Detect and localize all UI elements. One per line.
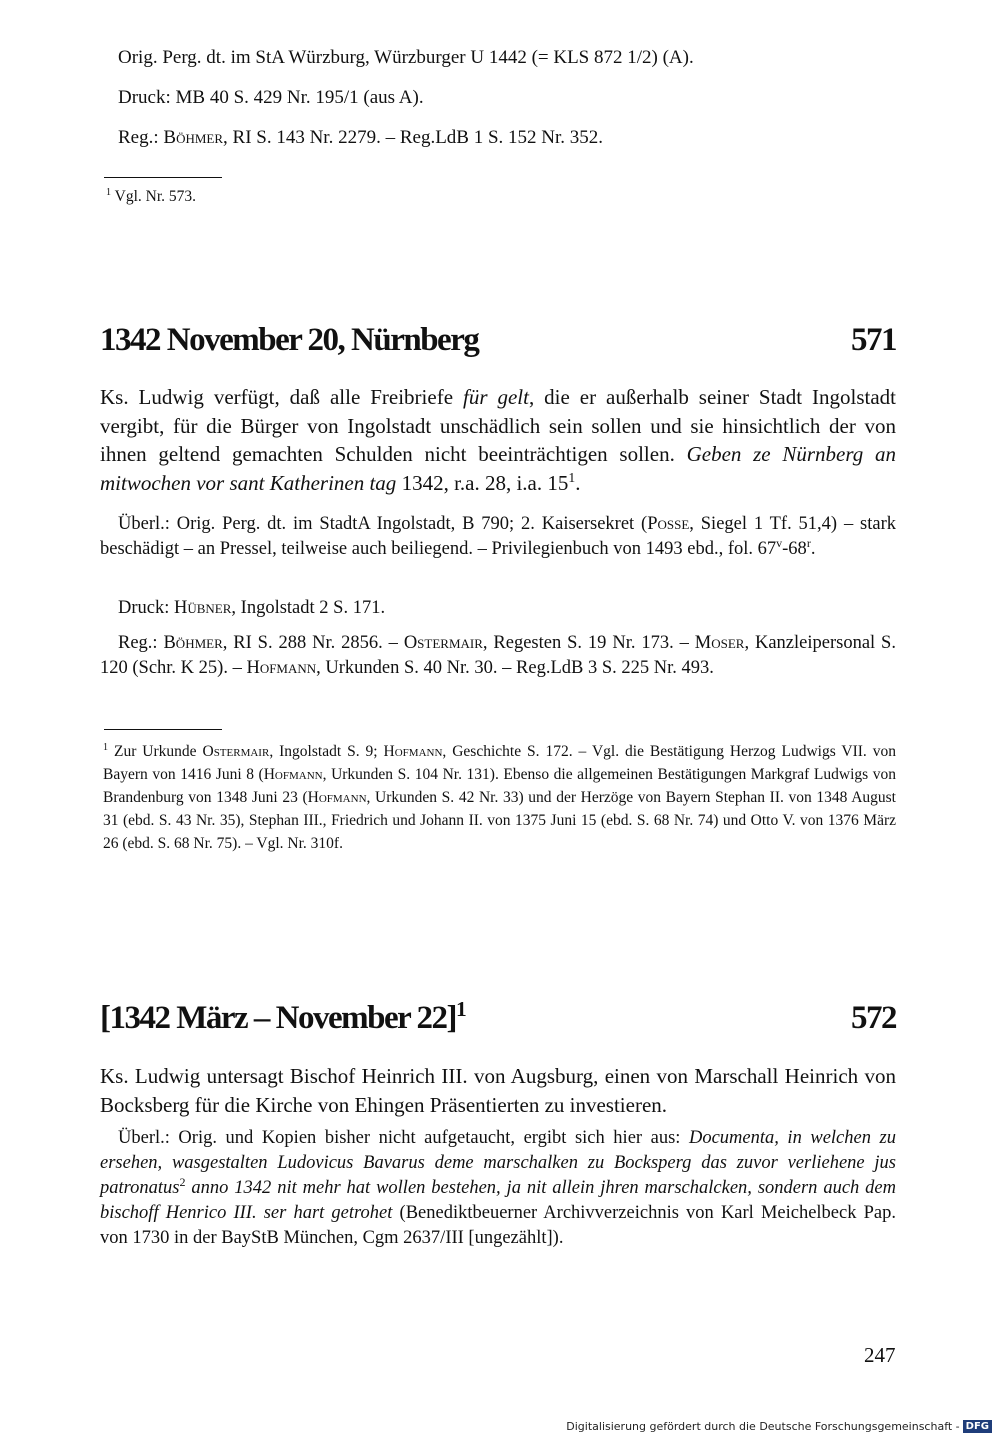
entry-heading-571	[100, 322, 896, 372]
druck-571: Druck: Hübner, Ingolstadt 2 S. 171.	[118, 598, 386, 618]
reg-line: Reg.: Böhmer, RI S. 143 Nr. 2279. – Reg.LdB 1 S. 152 Nr. 352.	[118, 127, 604, 148]
regesten-571: Reg.: Böhmer, RI S. 288 Nr. 2856. – Ostermair, Regesten S. 19 Nr. 173. – Moser, Kanzleipersonal S. 120 (Schr. K 25). – Hofmann, Urkunden S. 40 Nr. 30. – Reg.LdB 3 S. 225 Nr. 493.	[100, 633, 896, 678]
entry-summary-571: Ks. Ludwig verfügt, daß alle Freibriefe für gelt, die er außerhalb seiner Stadt Ingolstadt vergibt, für die Bürger von Ingolstadt unschädlich sein sollen und sie hinsichtlich der von ihnen geltend gemachten Schulden nicht beeinträchtigen sollen. Geben ze Nürnberg an mitwochen vor sant Katherinen tag 1342, r.a. 28, i.a. $15^1$.	[100, 385, 897, 495]
entry-date-place: 1342 November 20, Nürnberg	[100, 322, 479, 358]
dfg-credit: Digitalisierung gefördert durch die Deutsche Forschungsgemeinschaft - DFG	[566, 1420, 992, 1434]
ueberlieferung-572: Überl.: Orig. und Kopien bisher nicht aufgetaucht, ergibt sich hier aus: Documenta, in welchen zu ersehen, wasgestalten Ludovicus Bavarus deme marschalken zu Bocksperg das zuvor verliehene jus patronatus$^2$ anno 1342 nit mehr hat wollen bestehen, ja nit allein jhren marschalcken, sondern auch dem bischoff Henrico III. ser hart getrohet (Benediktbeuerner Archivverzeichnis von Karl Meichelbeck Pap. von 1730 in der BayStB München, Cgm 2637/III [ungezählt]).	[100, 1128, 896, 1248]
entry-number: 571	[851, 322, 896, 358]
entry-heading-572	[100, 997, 896, 1050]
footnote-571: $^1$ Zur Urkunde Ostermair, Ingolstadt S. 9; Hofmann, Geschichte S. 172. – Vgl. die Bestätigung Herzog Ludwigs VII. von Bayern von 1416 Juni 8 (Hofmann, Urkunden S. 104 Nr. 131). Ebenso die allgemeinen Bestätigungen Markgraf Ludwigs von Brandenburg von 1348 Juni 23 (Hofmann, Urkunden S. 42 Nr. 33) und der Herzöge von Bayern Stephan II. von 1348 August 31 (ebd. S. 43 Nr. 35), Stephan III., Friedrich und Johann II. von 1375 Juni 15 (ebd. S. 68 Nr. 74) und Otto V. von 1376 März 26 (ebd. S. 68 Nr. 75). – Vgl. Nr. 310f.	[103, 741, 897, 852]
ueberlieferung-571: Überl.: Orig. Perg. dt. im StadtA Ingolstadt, B 790; 2. Kaisersekret (Posse, Siegel 1 Tf. 51,4) – stark beschädigt – an Pressel, teilweise auch beiliegend. – Privilegienbuch von 1493 ebd., fol. 67$^v$-68$^r$.	[100, 514, 897, 559]
page-number: 247	[864, 1343, 896, 1367]
entry-number: 572	[851, 1000, 896, 1036]
orig-line: Orig. Perg. dt. im StA Würzburg, Würzburger U 1442 (= KLS 872 1/2) (A).	[118, 47, 694, 68]
entry-date-place: [1342 März – November 22]$^1$	[100, 997, 466, 1036]
druck-line: Druck: MB 40 S. 429 Nr. 195/1 (aus A).	[118, 87, 424, 108]
entry-summary-572: Ks. Ludwig untersagt Bischof Heinrich III. von Augsburg, einen von Marschall Heinrich von Bocksberg für die Kirche von Ehingen Präsentierten zu investieren.	[100, 1064, 896, 1117]
author-name: Böhmer	[163, 127, 224, 148]
footnote-rule-571	[104, 729, 222, 730]
footnote: $^1$ Vgl. Nr. 573.	[106, 186, 197, 205]
dfg-logo-icon: DFG	[963, 1420, 992, 1433]
footnote-rule	[104, 177, 222, 178]
